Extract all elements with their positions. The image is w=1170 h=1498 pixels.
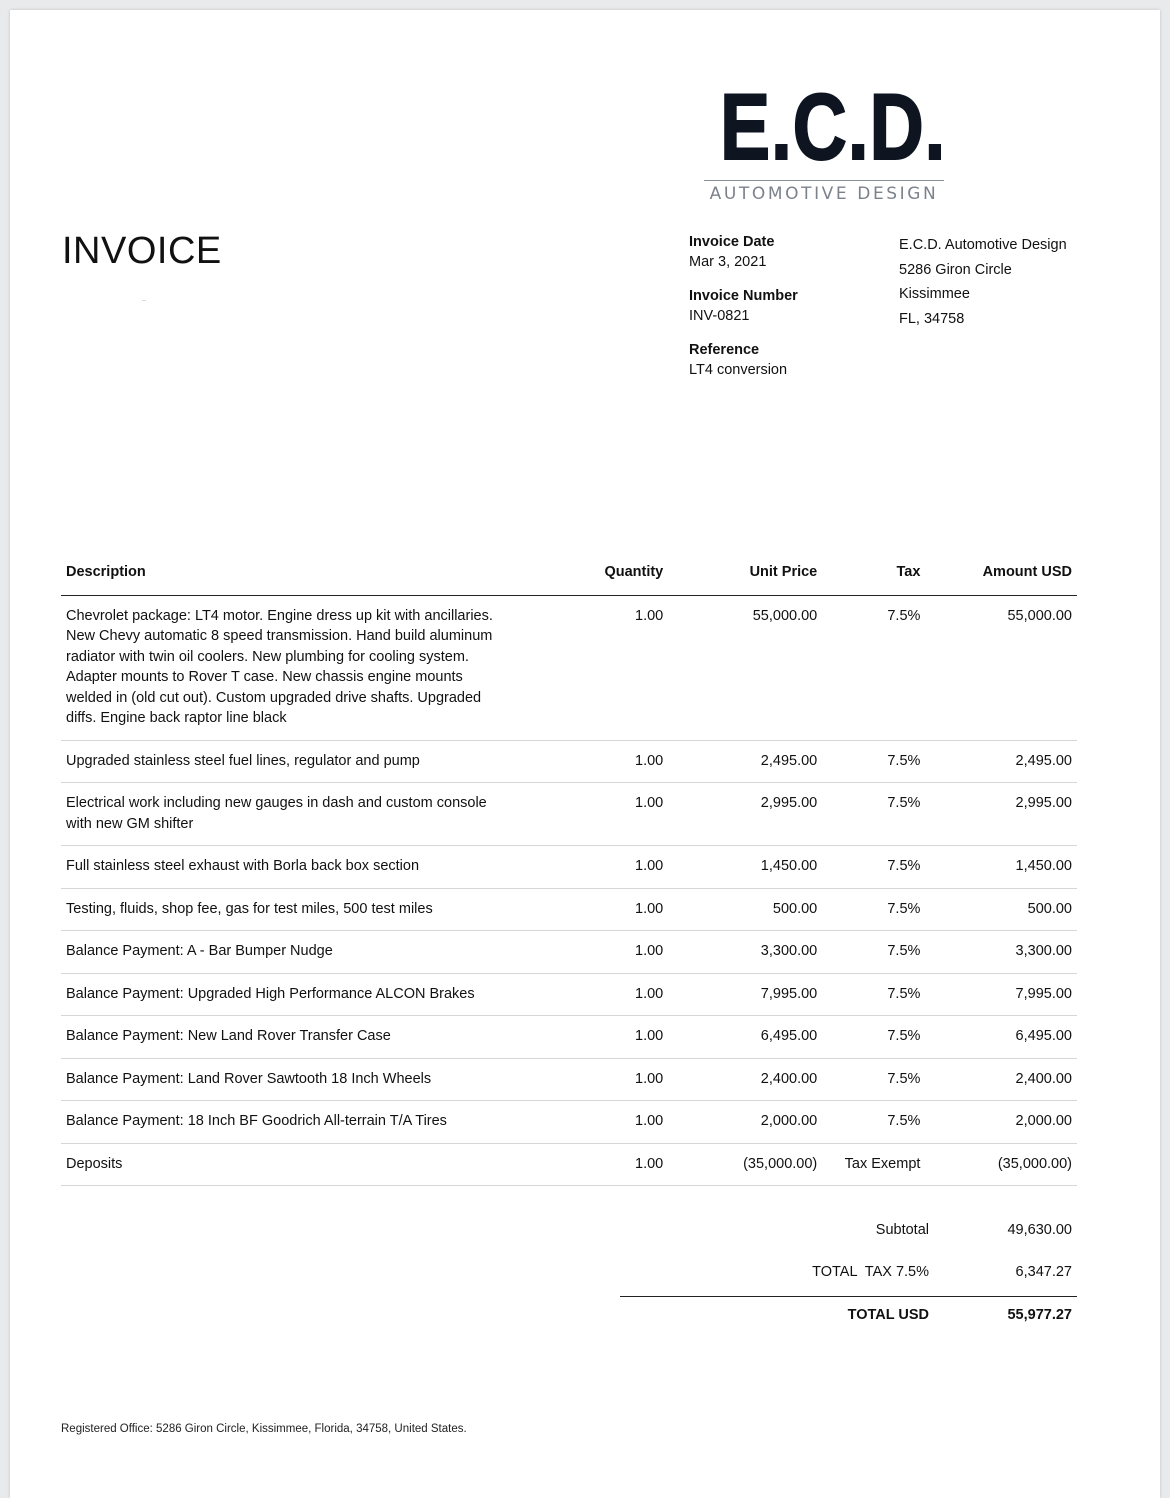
cell-unit-price: 2,400.00 xyxy=(673,1058,822,1101)
cell-amount: 6,495.00 xyxy=(925,1016,1077,1059)
reference-value: LT4 conversion xyxy=(689,362,788,378)
cell-amount: 3,300.00 xyxy=(925,931,1077,974)
cell-unit-price: 2,000.00 xyxy=(673,1101,822,1144)
cell-unit-price: 1,450.00 xyxy=(673,846,822,889)
logo-mark: E.C.D. xyxy=(720,74,947,179)
tax-total-row xyxy=(620,1252,1077,1294)
cell-tax: 7.5% xyxy=(822,1101,925,1144)
cell-quantity: 1.00 xyxy=(536,931,673,974)
description-text: Electrical work including new gauges in dash and custom console with new GM shifter xyxy=(66,795,487,832)
cell-tax: 7.5% xyxy=(822,1016,925,1059)
table-header-row xyxy=(61,558,1077,595)
cell-unit-price: 500.00 xyxy=(673,888,822,931)
scan-speck xyxy=(142,300,146,301)
table-row xyxy=(61,783,1077,846)
cell-quantity: 1.00 xyxy=(536,740,673,783)
cell-unit-price: (35,000.00) xyxy=(673,1143,822,1186)
description-text: Balance Payment: 18 Inch BF Goodrich All-terrain T/A Tires xyxy=(66,1113,447,1129)
tax-total-value: 6,347.27 xyxy=(1015,1264,1072,1280)
cell-description xyxy=(61,783,536,846)
cell-tax: 7.5% xyxy=(822,931,925,974)
cell-amount: 2,000.00 xyxy=(925,1101,1077,1144)
cell-tax: 7.5% xyxy=(822,740,925,783)
cell-description xyxy=(61,1016,536,1059)
cell-tax: 7.5% xyxy=(822,846,925,889)
totals-block xyxy=(620,1210,1077,1339)
description-text: Full stainless steel exhaust with Borla back box section xyxy=(66,858,420,874)
cell-quantity: 1.00 xyxy=(536,846,673,889)
logo-divider xyxy=(704,180,944,181)
cell-unit-price: 7,995.00 xyxy=(673,973,822,1016)
invoice-number-value: INV-0821 xyxy=(689,308,750,324)
invoice-date-value: Mar 3, 2021 xyxy=(689,254,767,270)
cell-unit-price: 2,995.00 xyxy=(673,783,822,846)
grand-total-row xyxy=(620,1297,1077,1339)
cell-unit-price: 3,300.00 xyxy=(673,931,822,974)
table-row xyxy=(61,846,1077,889)
invoice-page xyxy=(10,10,1160,1498)
cell-quantity: 1.00 xyxy=(536,973,673,1016)
description-text: Balance Payment: Land Rover Sawtooth 18 Inch Wheels xyxy=(66,1070,432,1087)
cell-quantity: 1.00 xyxy=(536,888,673,931)
cell-quantity: 1.00 xyxy=(536,1058,673,1101)
cell-amount: 2,400.00 xyxy=(925,1058,1077,1101)
table-row xyxy=(61,931,1077,974)
address-line: FL, 34758 xyxy=(899,310,965,327)
cell-quantity: 1.00 xyxy=(536,1143,673,1186)
line-items-table xyxy=(61,558,1077,1186)
reference-label: Reference xyxy=(689,342,760,358)
document-title: INVOICE xyxy=(62,230,222,272)
cell-quantity: 1.00 xyxy=(536,595,673,740)
cell-description xyxy=(61,973,536,1016)
description-text: Balance Payment: A - Bar Bumper Nudge xyxy=(66,943,333,959)
description-text: Chevrolet package: LT4 motor. Engine dress up kit with ancillaries. New Chevy automatic 8 speed transmission. Hand build aluminum radiator with twin oil coolers. New plumbing for cooling system. Adapter mounts to Rover T case. New chassis engine mounts welded in (old cut out). Custom upgraded drive shafts. Upgraded diffs. Engine back raptor line black xyxy=(66,607,493,726)
description-text: Balance Payment: New Land Rover Transfer Case xyxy=(66,1028,391,1044)
invoice-date-group xyxy=(689,232,798,272)
registered-office-footer: Registered Office: 5286 Giron Circle, Kissimmee, Florida, 34758, United States. xyxy=(61,1423,467,1435)
cell-description xyxy=(61,931,536,974)
header-description: Description xyxy=(61,558,536,595)
reference-group xyxy=(689,340,798,380)
cell-description xyxy=(61,1058,536,1101)
invoice-number-group xyxy=(689,286,798,326)
subtotal-value: 49,630.00 xyxy=(1007,1222,1072,1238)
cell-amount: (35,000.00) xyxy=(925,1143,1077,1186)
table-row xyxy=(61,1058,1077,1101)
logo-subtitle: AUTOMOTIVE DESIGN xyxy=(709,184,939,204)
description-text: Deposits xyxy=(66,1155,123,1172)
cell-description xyxy=(61,1101,536,1144)
description-text: Testing, fluids, shop fee, gas for test miles, 500 test miles xyxy=(66,900,433,917)
cell-quantity: 1.00 xyxy=(536,1101,673,1144)
company-logo xyxy=(694,74,954,204)
cell-tax: 7.5% xyxy=(822,595,925,740)
invoice-number-label: Invoice Number xyxy=(689,288,798,304)
table-row xyxy=(61,740,1077,783)
cell-tax: 7.5% xyxy=(822,783,925,846)
header-quantity: Quantity xyxy=(536,558,673,595)
description-text: Upgraded stainless steel fuel lines, regulator and pump xyxy=(66,752,420,769)
cell-amount: 2,995.00 xyxy=(925,783,1077,846)
header-amount: Amount USD xyxy=(925,558,1077,595)
cell-tax: 7.5% xyxy=(822,973,925,1016)
company-address xyxy=(899,233,1067,331)
cell-description xyxy=(61,1143,536,1186)
cell-tax: Tax Exempt xyxy=(822,1143,925,1186)
cell-quantity: 1.00 xyxy=(536,783,673,846)
invoice-date-label: Invoice Date xyxy=(689,234,775,250)
cell-description xyxy=(61,846,536,889)
table-row xyxy=(61,1143,1077,1186)
cell-quantity: 1.00 xyxy=(536,1016,673,1059)
cell-amount: 2,495.00 xyxy=(925,740,1077,783)
tax-total-label: TOTAL TAX 7.5% xyxy=(812,1264,929,1280)
address-line: Kissimmee xyxy=(899,286,970,302)
cell-amount: 55,000.00 xyxy=(925,595,1077,740)
cell-tax: 7.5% xyxy=(822,1058,925,1101)
cell-tax: 7.5% xyxy=(822,888,925,931)
invoice-meta xyxy=(689,232,798,394)
table-row xyxy=(61,1016,1077,1059)
address-line: 5286 Giron Circle xyxy=(899,261,1012,278)
cell-description xyxy=(61,740,536,783)
subtotal-label: Subtotal xyxy=(875,1222,929,1238)
cell-description xyxy=(61,888,536,931)
address-line: E.C.D. Automotive Design xyxy=(899,237,1067,253)
header-tax: Tax xyxy=(822,558,925,595)
cell-unit-price: 6,495.00 xyxy=(673,1016,822,1059)
grand-total-value: 55,977.27 xyxy=(1007,1307,1072,1323)
cell-unit-price: 55,000.00 xyxy=(673,595,822,740)
table-row xyxy=(61,1101,1077,1144)
table-row xyxy=(61,888,1077,931)
cell-amount: 7,995.00 xyxy=(925,973,1077,1016)
table-row xyxy=(61,595,1077,740)
cell-unit-price: 2,495.00 xyxy=(673,740,822,783)
description-text: Balance Payment: Upgraded High Performance ALCON Brakes xyxy=(66,985,475,1002)
cell-description xyxy=(61,595,536,740)
header-unit-price: Unit Price xyxy=(673,558,822,595)
subtotal-row xyxy=(620,1210,1077,1252)
cell-amount: 500.00 xyxy=(925,888,1077,931)
table-row xyxy=(61,973,1077,1016)
cell-amount: 1,450.00 xyxy=(925,846,1077,889)
grand-total-label: TOTAL USD xyxy=(847,1307,929,1323)
